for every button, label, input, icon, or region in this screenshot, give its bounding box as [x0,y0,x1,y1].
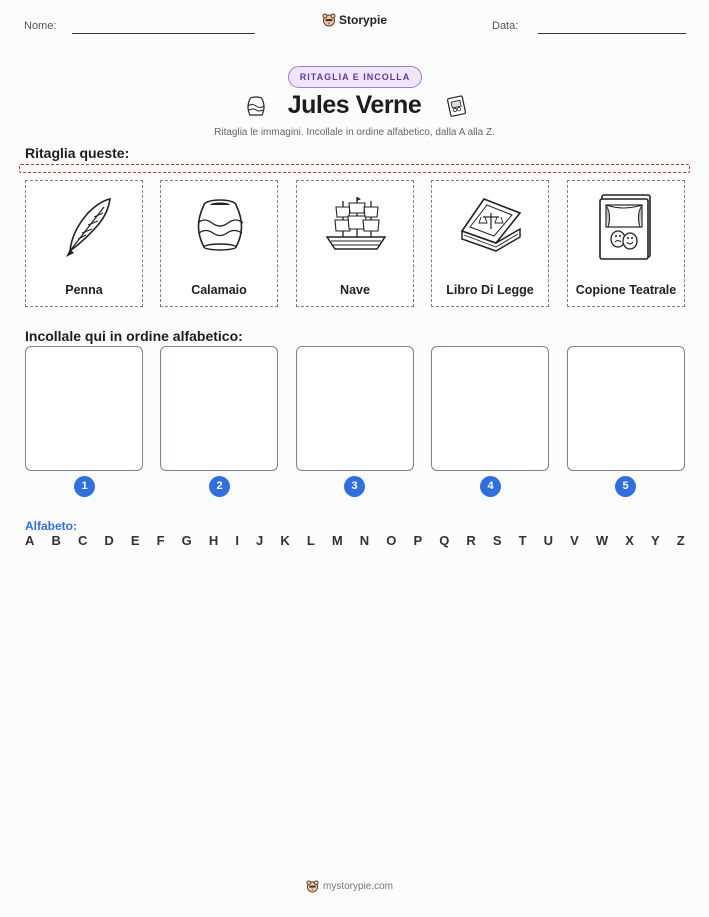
alphabet-letter: F [156,533,165,548]
brand-logo [322,13,387,27]
card-label: Calamaio [191,283,247,297]
cut-card-calamaio[interactable] [160,180,278,307]
cut-line [19,164,690,173]
date-line [538,33,686,34]
date-label: Data: [492,20,519,32]
alphabet-letter: W [595,533,609,548]
alphabet-letter: J [256,533,264,548]
card-label: Libro Di Legge [446,283,534,297]
slot-number-1: 1 [74,476,95,497]
alphabet-letter: N [359,533,370,548]
alphabet-letter: A [25,533,35,548]
cut-card-nave[interactable] [296,180,414,307]
alphabet-letter: I [235,533,239,548]
script-icon [444,93,470,119]
paste-slot-2[interactable] [160,346,278,471]
quill-pen-icon [50,191,120,261]
alphabet-letter: X [625,533,634,548]
paste-slot-1[interactable] [25,346,143,471]
page-title: Jules Verne [287,91,422,119]
alphabet-letter: G [181,533,192,548]
cut-card-copione-teatrale[interactable] [567,180,685,307]
storypie-mascot-icon [322,13,336,27]
storypie-mascot-icon [306,880,319,893]
cut-heading: Ritaglia queste: [25,145,130,161]
alphabet-letter: O [386,533,397,548]
law-book-icon [456,191,526,261]
paste-heading: Incollale qui in ordine alfabetico: [25,328,243,344]
alphabet-letter: Z [676,533,685,548]
footer [306,880,393,893]
alphabet-letter: L [306,533,315,548]
alphabet-letter: S [492,533,502,548]
alphabet-letter: D [104,533,114,548]
cut-card-penna[interactable] [25,180,143,307]
alphabet-letter: Q [439,533,450,548]
alphabet-letter: T [518,533,527,548]
slot-number-5: 5 [615,476,636,497]
alphabet-letter: U [543,533,554,548]
name-line [72,33,255,34]
footer-url[interactable]: mystorypie.com [323,881,394,892]
card-label: Copione Teatrale [575,283,677,297]
alphabet-letter: E [130,533,140,548]
card-label: Penna [65,283,103,297]
inkwell-icon [185,191,255,261]
paste-slot-3[interactable] [296,346,414,471]
sailing-ship-icon [321,191,391,261]
alphabet-letter: R [466,533,476,548]
alphabet-letter: K [280,533,290,548]
paste-slot-5[interactable] [567,346,685,471]
alphabet-row [25,533,685,548]
brand-name: Storypie [339,13,388,27]
slot-number-4: 4 [480,476,501,497]
theater-script-icon [592,191,662,261]
activity-badge: RITAGLIA E INCOLLA [288,66,422,88]
alphabet-letter: M [331,533,343,548]
alphabet-title: Alfabeto: [25,519,77,533]
alphabet-letter: Y [650,533,660,548]
alphabet-letter: V [570,533,579,548]
name-label: Nome: [24,20,57,32]
slot-number-3: 3 [344,476,365,497]
paste-slot-4[interactable] [431,346,549,471]
slot-number-2: 2 [209,476,230,497]
card-label: Nave [340,283,370,297]
alphabet-letter: B [51,533,61,548]
alphabet-letter: C [77,533,88,548]
instructions: Ritaglia le immagini. Incollale in ordine alfabetico, dalla A alla Z. [214,127,495,138]
alphabet-letter: P [413,533,423,548]
cut-card-libro-di-legge[interactable] [431,180,549,307]
alphabet-letter: H [208,533,219,548]
